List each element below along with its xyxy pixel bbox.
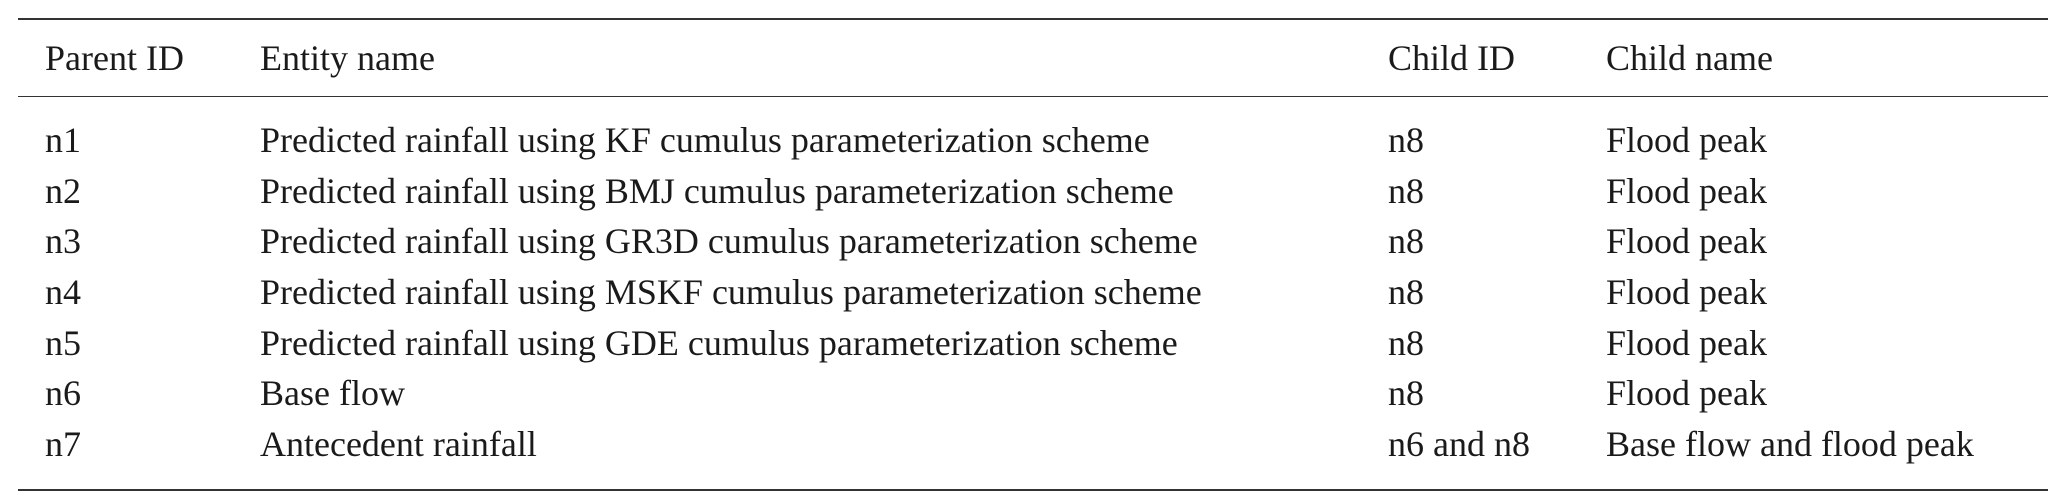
header-entity-name: Entity name xyxy=(260,38,435,78)
cell-child-id: n8 xyxy=(1388,170,1424,211)
table-row xyxy=(18,115,2048,166)
cell-child-name: Flood peak xyxy=(1606,322,1767,363)
table-bottom-rule xyxy=(18,489,2048,491)
cell-child-name: Flood peak xyxy=(1606,373,1767,414)
cell-entity-name: Predicted rainfall using GR3D cumulus parameterization scheme xyxy=(260,221,1198,262)
cell-entity-name: Base flow xyxy=(260,373,405,414)
cell-parent-id: n1 xyxy=(45,120,81,161)
cell-parent-id: n2 xyxy=(45,170,81,211)
header-child-name: Child name xyxy=(1606,38,1773,78)
cell-parent-id: n4 xyxy=(45,272,81,313)
table-row xyxy=(18,368,2048,419)
data-table xyxy=(18,18,2048,491)
cell-child-name: Flood peak xyxy=(1606,272,1767,313)
table-row xyxy=(18,267,2048,318)
cell-parent-id: n6 xyxy=(45,373,81,414)
header-parent-id: Parent ID xyxy=(45,38,184,78)
cell-child-id: n8 xyxy=(1388,322,1424,363)
cell-child-name: Flood peak xyxy=(1606,221,1767,262)
cell-parent-id: n7 xyxy=(45,423,81,464)
table-header-row xyxy=(18,20,2048,96)
cell-child-id: n6 and n8 xyxy=(1388,423,1530,464)
cell-entity-name: Predicted rainfall using GDE cumulus parameterization scheme xyxy=(260,322,1178,363)
cell-parent-id: n3 xyxy=(45,221,81,262)
cell-child-id: n8 xyxy=(1388,373,1424,414)
table-row xyxy=(18,419,2048,470)
cell-entity-name: Predicted rainfall using BMJ cumulus parameterization scheme xyxy=(260,170,1174,211)
table-row xyxy=(18,216,2048,267)
cell-entity-name: Antecedent rainfall xyxy=(260,423,537,464)
cell-entity-name: Predicted rainfall using MSKF cumulus parameterization scheme xyxy=(260,272,1202,313)
cell-parent-id: n5 xyxy=(45,322,81,363)
cell-child-name: Base flow and flood peak xyxy=(1606,423,1974,464)
header-child-id: Child ID xyxy=(1388,38,1516,78)
cell-entity-name: Predicted rainfall using KF cumulus parameterization scheme xyxy=(260,120,1150,161)
cell-child-name: Flood peak xyxy=(1606,120,1767,161)
table-row xyxy=(18,166,2048,217)
cell-child-id: n8 xyxy=(1388,272,1424,313)
table-row xyxy=(18,317,2048,368)
cell-child-name: Flood peak xyxy=(1606,170,1767,211)
cell-child-id: n8 xyxy=(1388,221,1424,262)
cell-child-id: n8 xyxy=(1388,120,1424,161)
